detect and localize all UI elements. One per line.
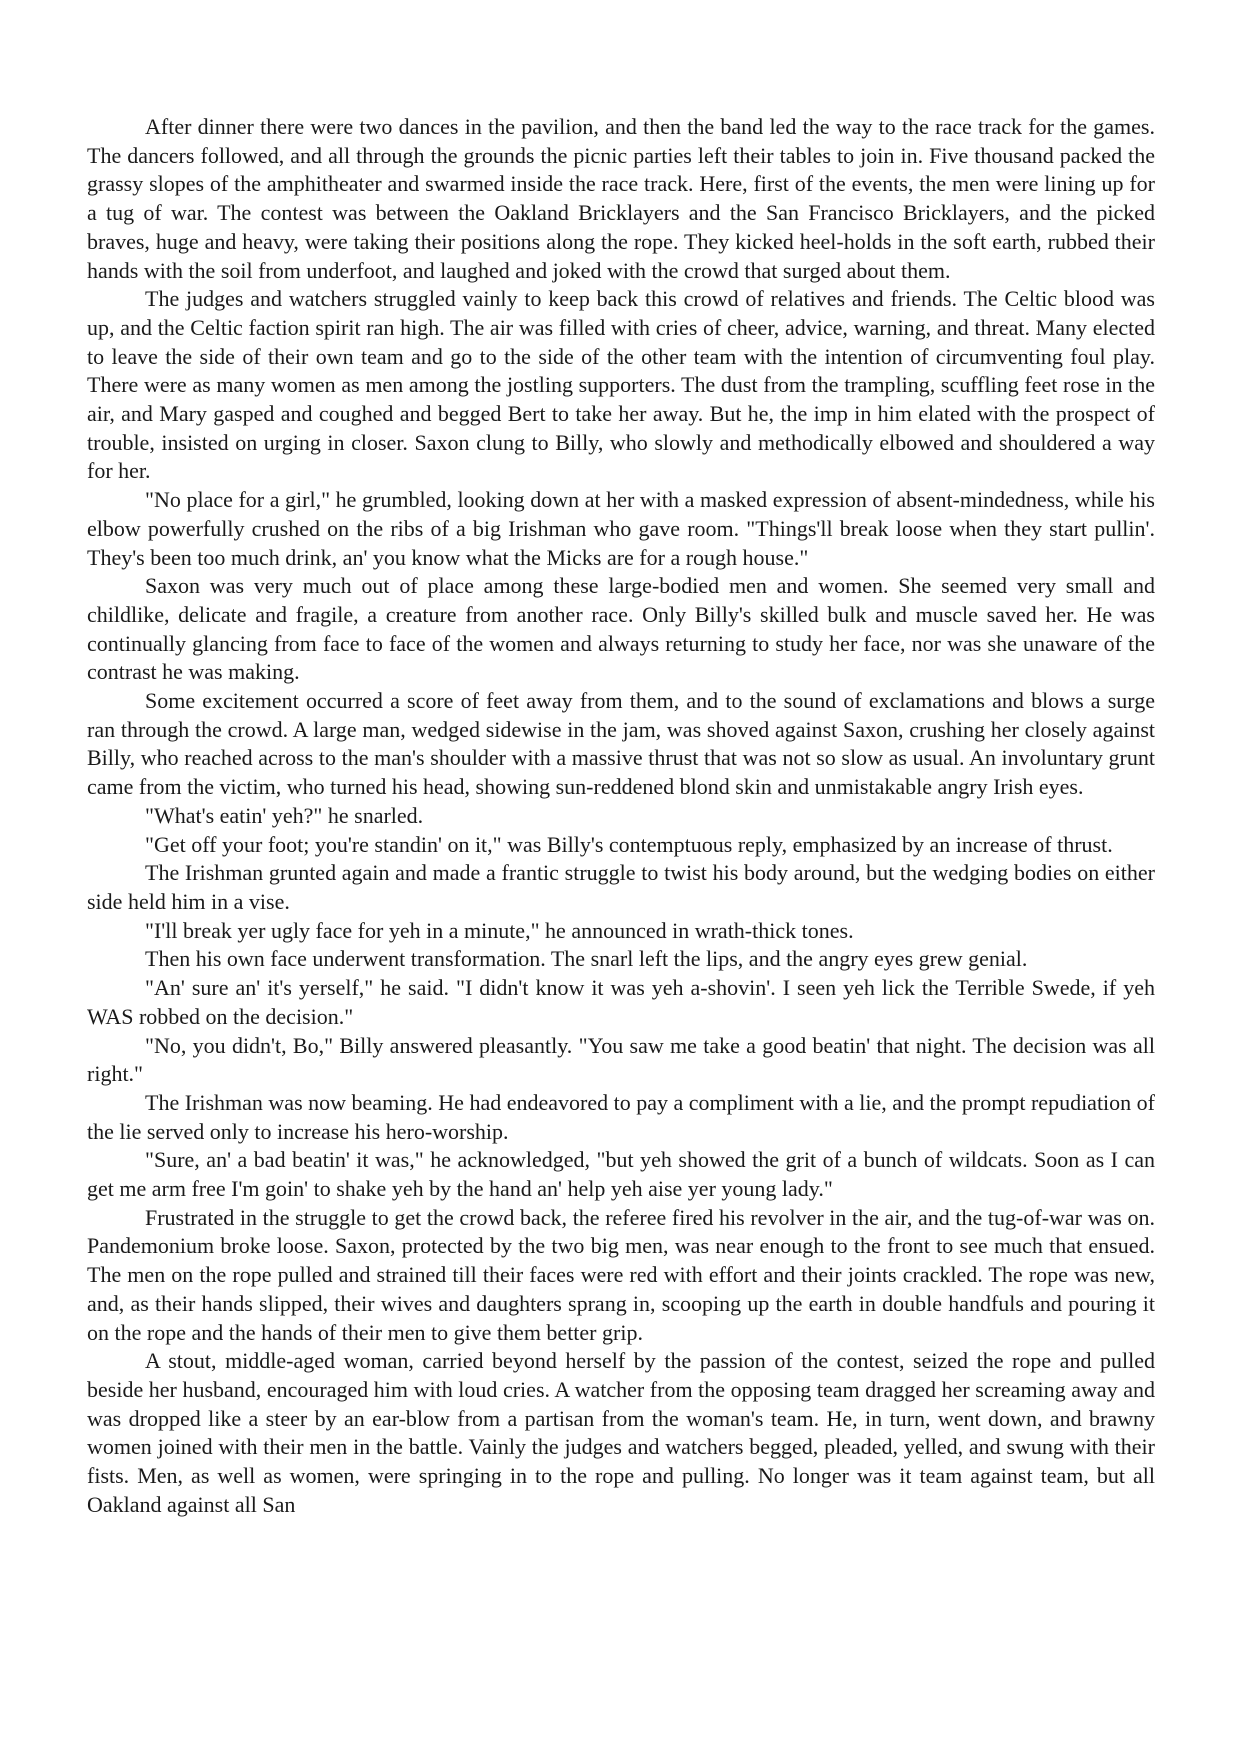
paragraph: "Get off your foot; you're standin' on it," was Billy's contemptuous reply, emphasized by an increase of thrust.: [145, 831, 1113, 857]
paragraph: The Irishman was now beaming. He had endeavored to pay a compliment with a lie, and the prompt repudiation of the lie served only to increase his hero-worship.: [87, 1089, 1155, 1144]
paragraph: Frustrated in the struggle to get the crowd back, the referee fired his revolver in the air, and the tug-of-war was on. Pandemonium broke loose. Saxon, protected by the two big men, was near enough to the front to see much that ensued. The men on the rope pulled and strained till their faces were red with effort and their joints crackled. The rope was new, and, as their hands slipped, their wives and daughters sprang in, scooping up the earth in double handfuls and pouring it on the rope and the hands of their men to give them better grip.: [87, 1204, 1155, 1345]
document-page: [87, 113, 1155, 1519]
paragraph: "What's eatin' yeh?" he snarled.: [145, 802, 424, 828]
paragraph: The judges and watchers struggled vainly to keep back this crowd of relatives and friends. The Celtic blood was up, and the Celtic faction spirit ran high. The air was filled with cries of cheer, advice, warning, and threat. Many elected to leave the side of their own team and go to the side of the other team with the intention of circumventing foul play. There were as many women as men among the jostling supporters. The dust from the trampling, scuffling feet rose in the air, and Mary gasped and coughed and begged Bert to take her away. But he, the imp in him elated with the prospect of trouble, insisted on urging in closer. Saxon clung to Billy, who slowly and methodically elbowed and shouldered a way for her.: [87, 286, 1155, 484]
paragraph: After dinner there were two dances in the pavilion, and then the band led the way to the race track for the games. The dancers followed, and all through the grounds the picnic parties left their tables to join in. Five thousand packed the grassy slopes of the amphitheater and swarmed inside the race track. Here, first of the events, the men were lining up for a tug of war. The contest was between the Oakland Bricklayers and the San Francisco Bricklayers, and the picked braves, huge and heavy, were taking their positions along the rope. They kicked heel-holds in the soft earth, rubbed their hands with the soil from underfoot, and laughed and joked with the crowd that surged about them.: [87, 114, 1155, 283]
paragraph: The Irishman grunted again and made a frantic struggle to twist his body around, but the wedging bodies on either side held him in a vise.: [87, 860, 1155, 914]
paragraph: Some excitement occurred a score of feet away from them, and to the sound of exclamations and blows a surge ran through the crowd. A large man, wedged sidewise in the jam, was shoved against Saxon, crushing her closely against Billy, who reached across to the man's shoulder with a massive thrust that was not so slow as usual. An involuntary grunt came from the victim, who turned his head, showing sun-reddened blond skin and unmistakable angry Irish eyes.: [87, 688, 1155, 800]
paragraph: "No, you didn't, Bo," Billy answered pleasantly. "You saw me take a good beatin' that night. The decision was all right.": [87, 1032, 1155, 1087]
paragraph: "An' sure an' it's yerself," he said. "I didn't know it was yeh a-shovin'. I seen yeh lick the Terrible Swede, if yeh WAS robbed on the decision.": [87, 975, 1155, 1029]
paragraph: A stout, middle-aged woman, carried beyond herself by the passion of the contest, seized the rope and pulled beside her husband, encouraged him with loud cries. A watcher from the opposing team dragged her screaming away and was dropped like a steer by an ear-blow from a partisan from the woman's team. He, in turn, went down, and brawny women joined with their men in the battle. Vainly the judges and watchers begged, pleaded, yelled, and swung with their fists. Men, as well as women, were springing in to the rope and pulling. No longer was it team against team, but all Oakland against all San: [87, 1348, 1155, 1517]
paragraph: "I'll break yer ugly face for yeh in a minute," he announced in wrath-thick tones.: [145, 917, 854, 943]
paragraph: Saxon was very much out of place among these large-bodied men and women. She seemed very small and childlike, delicate and fragile, a creature from another race. Only Billy's skilled bulk and muscle saved her. He was continually glancing from face to face of the women and always returning to study her face, nor was she unaware of the contrast he was making.: [87, 573, 1155, 685]
paragraph: "Sure, an' a bad beatin' it was," he acknowledged, "but yeh showed the grit of a bunch of wildcats. Soon as I can get me arm free I'm goin' to shake yeh by the hand an' help yeh aise yer young lady.": [87, 1147, 1155, 1202]
paragraph: "No place for a girl," he grumbled, looking down at her with a masked expression of absent-mindedness, while his elbow powerfully crushed on the ribs of a big Irishman who gave room. "Things'll break loose when they start pullin'. They's been too much drink, an' you know what the Micks are for a rough house.": [87, 487, 1155, 570]
paragraph: Then his own face underwent transformation. The snarl left the lips, and the angry eyes grew genial.: [145, 946, 1028, 972]
